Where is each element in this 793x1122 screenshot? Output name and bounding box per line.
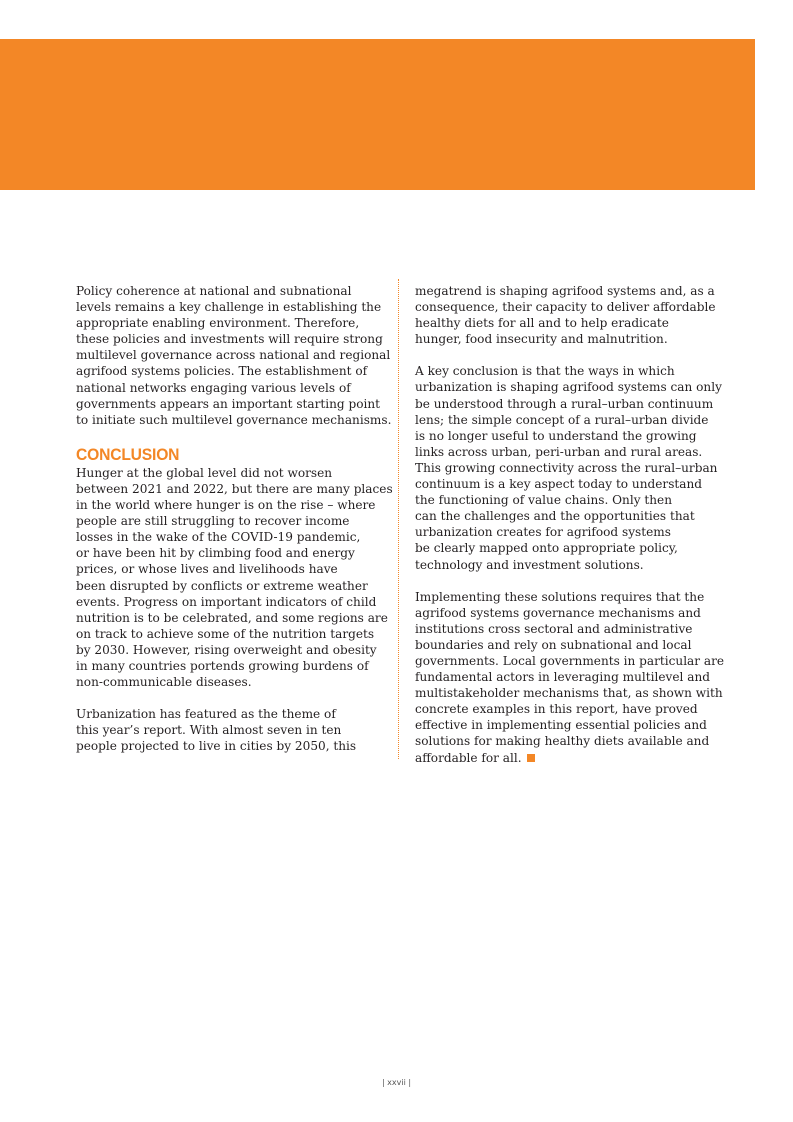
text-line: Urbanization has featured as the theme of	[76, 707, 336, 722]
text-line: the functioning of value chains. Only then	[415, 493, 672, 508]
text-line: on track to achieve some of the nutrition targets	[76, 626, 375, 641]
text-line: multistakeholder mechanisms that, as shown with	[415, 686, 723, 701]
text-line: this year’s report. With almost seven in ten	[76, 723, 342, 738]
paragraph-implementing	[415, 589, 733, 766]
header-banner	[0, 39, 755, 190]
text-line: This growing connectivity across the rural–urban	[415, 460, 718, 475]
text-line: losses in the wake of the COVID-19 pandemic,	[76, 530, 361, 545]
text-line: concrete examples in this report, have proved	[415, 702, 698, 717]
text-line: megatrend is shaping agrifood systems and, as a	[415, 284, 715, 298]
right-column	[415, 283, 733, 782]
text-line: in the world where hunger is on the rise – where	[76, 498, 376, 513]
text-line: prices, or whose lives and livelihoods have	[76, 562, 338, 577]
text-line: levels remains a key challenge in establishing the	[76, 300, 382, 315]
text-line: Implementing these solutions requires that the	[415, 589, 705, 604]
text-line: or have been hit by climbing food and energy	[76, 546, 355, 561]
text-line: urbanization is shaping agrifood systems can only	[415, 380, 722, 395]
text-line: institutions cross sectoral and administrative	[415, 621, 693, 636]
page-number: | xxvii |	[381, 1078, 412, 1087]
text-line: people projected to live in cities by 2050, this	[76, 739, 357, 754]
paragraph-megatrend	[415, 283, 733, 347]
text-line: between 2021 and 2022, but there are many places	[76, 481, 393, 496]
text-line: Policy coherence at national and subnational	[76, 284, 352, 298]
text-line: multilevel governance across national and regional	[76, 348, 391, 363]
text-line: boundaries and rely on subnational and local	[415, 637, 692, 652]
paragraph-key-conclusion	[415, 363, 733, 572]
text-line: agrifood systems policies. The establishment of	[76, 364, 368, 379]
text-line: technology and investment solutions.	[415, 557, 644, 572]
text-line: nutrition is to be celebrated, and some regions are	[76, 610, 388, 625]
text-line: non-communicable diseases.	[76, 675, 252, 690]
text-line: can the challenges and the opportunities that	[415, 509, 695, 524]
column-divider	[398, 279, 399, 759]
text-line: consequence, their capacity to deliver affordable	[415, 300, 716, 315]
text-line: governments appears an important starting point	[76, 396, 381, 411]
text-line: A key conclusion is that the ways in which	[415, 364, 675, 379]
paragraph-hunger	[76, 465, 393, 690]
text-line: to initiate such multilevel governance mechanisms.	[76, 412, 392, 427]
text-line: appropriate enabling environment. Therefore,	[76, 316, 360, 331]
text-line: agrifood systems governance mechanisms and	[415, 605, 701, 620]
text-line: Hunger at the global level did not worsen	[76, 465, 333, 480]
text-line: these policies and investments will require strong	[76, 332, 383, 347]
text-line: healthy diets for all and to help eradicate	[415, 316, 669, 331]
text-line: hunger, food insecurity and malnutrition.	[415, 332, 668, 347]
text-line: national networks engaging various levels of	[76, 380, 351, 395]
text-line: fundamental actors in leveraging multilevel and	[415, 670, 710, 685]
text-line: been disrupted by conflicts or extreme weather	[76, 578, 368, 593]
text-line: lens; the simple concept of a rural–urban divide	[415, 412, 709, 427]
text-line: links across urban, peri-urban and rural areas.	[415, 444, 703, 459]
text-line: governments. Local governments in particular are	[415, 653, 725, 668]
paragraph-urbanization	[76, 706, 388, 754]
text-line: by 2030. However, rising overweight and obesity	[76, 642, 377, 657]
text-line: continuum is a key aspect today to understand	[415, 477, 702, 492]
paragraph-policy-coherence	[76, 283, 392, 428]
text-line: solutions for making healthy diets available and	[415, 734, 710, 749]
text-line: events. Progress on important indicators of child	[76, 594, 377, 609]
text-line: people are still struggling to recover income	[76, 514, 350, 529]
end-square-icon	[527, 754, 535, 762]
section-heading-conclusion: CONCLUSION	[76, 444, 180, 464]
text-line: be clearly mapped onto appropriate policy,	[415, 541, 678, 556]
text-line: urbanization creates for agrifood systems	[415, 525, 671, 540]
text-line: affordable for all.	[415, 750, 733, 766]
text-line: in many countries portends growing burdens of	[76, 658, 369, 673]
left-column	[76, 283, 393, 770]
text-line: be understood through a rural–urban continuum	[415, 396, 714, 411]
text-line: is no longer useful to understand the growing	[415, 428, 697, 443]
text-line: effective in implementing essential policies and	[415, 718, 707, 733]
